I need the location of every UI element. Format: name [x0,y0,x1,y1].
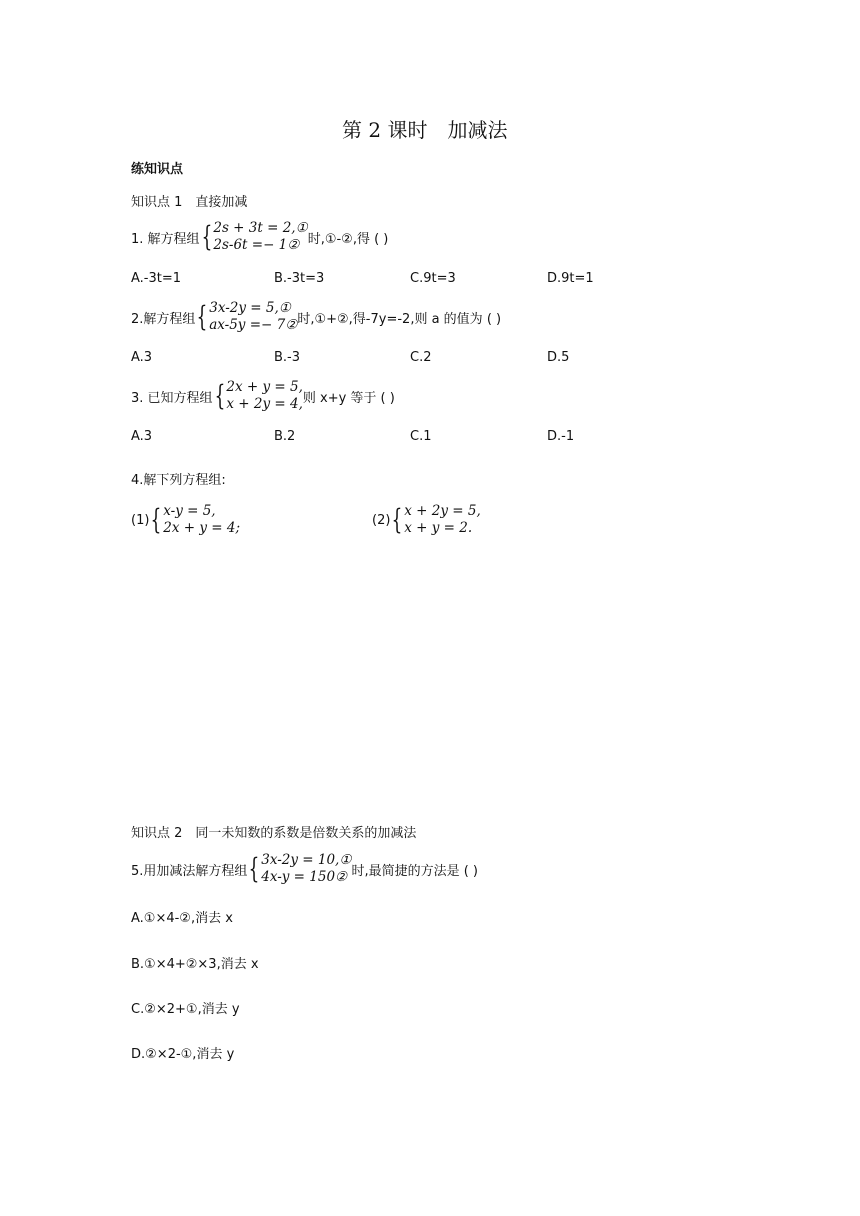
option-b: B.2 [274,429,296,444]
question-5-suffix: 时,最简捷的方法是 ( ) [351,863,478,879]
equation-system [213,220,307,254]
equation-1: x + 2y = 5, [404,503,481,519]
equation-1: x-y = 5, [163,503,216,519]
question-4: 4.解下列方程组: [131,473,226,488]
brace-icon: { [150,503,162,536]
question-3-prefix: 3. 已知方程组 [131,390,213,406]
section-heading: 练知识点 [131,162,184,177]
equation-2: x + 2y = 4, [226,396,303,412]
brace-icon: { [391,503,403,536]
brace-icon: { [201,220,212,253]
option-c: C.1 [410,429,432,444]
question-3-suffix: 则 x+y 等于 ( ) [302,390,395,406]
question-2 [131,300,501,334]
option-b: B.①×4+②×3,消去 x [131,957,259,972]
part-label: (1) [131,512,150,528]
brace-icon: { [214,379,225,412]
question-1-prefix: 1. 解方程组 [131,231,200,247]
equation-2: 4x-y = 150② [261,869,348,885]
equation-system [404,503,481,537]
question-3 [131,379,395,413]
knowledge-point-1: 知识点 1 直接加减 [131,195,248,210]
question-1-suffix: 时,①-②,得 ( ) [307,231,389,247]
question-5 [131,852,478,886]
question-2-suffix: 时,①+②,得-7y=-2,则 a 的值为 ( ) [297,311,502,327]
equation-system [226,379,303,413]
question-4-part-1 [131,503,240,537]
option-a: A.3 [131,350,153,365]
equation-1: 3x-2y = 10,① [261,852,352,868]
part-label: (2) [372,512,391,528]
option-b: B.-3 [274,350,301,365]
option-d: D.②×2-①,消去 y [131,1047,235,1062]
option-a: A.-3t=1 [131,271,182,286]
equation-system [261,852,351,886]
option-d: D.-1 [547,429,575,444]
equation-1: 2s + 3t = 2,① [213,220,308,236]
equation-2: ax-5y =− 7② [209,317,298,333]
question-5-prefix: 5.用加减法解方程组 [131,863,248,879]
option-a: A.①×4-②,消去 x [131,911,233,926]
question-2-prefix: 2.解方程组 [131,311,196,327]
equation-1: 2x + y = 5, [226,379,303,395]
knowledge-point-2: 知识点 2 同一未知数的系数是倍数关系的加减法 [131,826,417,841]
option-c: C.②×2+①,消去 y [131,1002,240,1017]
option-b: B.-3t=3 [274,271,325,286]
option-c: C.9t=3 [410,271,456,286]
option-d: D.9t=1 [547,271,594,286]
option-d: D.5 [547,350,570,365]
equation-2: x + y = 2. [404,520,473,536]
brace-icon: { [196,300,208,333]
equation-2: 2x + y = 4; [163,520,241,536]
page-title: 第 2 课时 加减法 [342,118,508,142]
option-a: A.3 [131,429,153,444]
brace-icon: { [248,852,260,885]
question-1 [131,220,388,254]
option-c: C.2 [410,350,432,365]
equation-system [163,503,240,537]
question-4-part-2 [372,503,481,537]
equation-1: 3x-2y = 5,① [209,300,291,316]
equation-2: 2s-6t =− 1② [213,237,300,253]
equation-system [209,300,297,334]
